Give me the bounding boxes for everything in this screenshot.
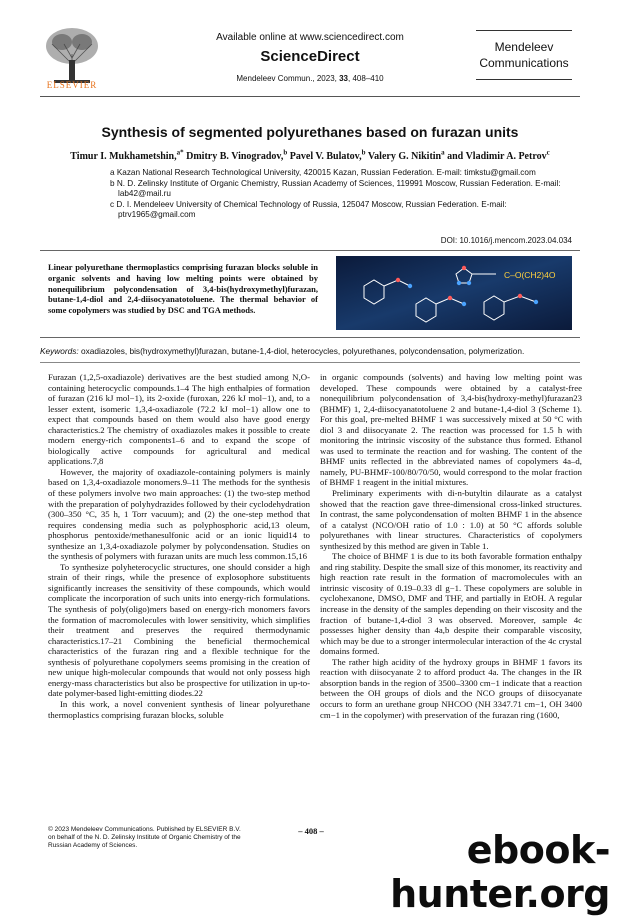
article-title: Synthesis of segmented polyurethanes based on furazan units xyxy=(101,124,519,140)
author-name: Valery G. Nikitin xyxy=(365,151,442,162)
author-name: Pavel V. Bulatov, xyxy=(287,151,362,162)
author-affil-mark: b xyxy=(283,148,288,157)
author-affil-mark: a xyxy=(441,148,445,157)
affiliation-a: a Kazan National Research Technological University, 420015 Kazan, Russian Federation. E-mail: timkstu@gmail.com xyxy=(110,168,536,177)
body-paragraph: The rather high acidity of the hydroxy groups in BHMF 1 favors its reaction with diisocyanate 2 to afford product 4a. The changes in the IR absorption bands in the region of 3500–3300 cm−1 indicate that a reaction between the OH groups of diols and the NCO groups of diisocyanate occurs to form an urethane group NHCOO (NH 3347.71 cm−1, OH 3400 cm−1 in the copolymer) with preservation of the furazan ring (1600, xyxy=(320,656,582,720)
keywords-text: oxadiazoles, bis(hydroxymethyl)furazan, butane-1,4-diol, heterocycles, polyurethanes, polycondensation, polymerization. xyxy=(81,346,525,356)
graphic-label: C–O(CH2)4O xyxy=(504,270,556,280)
author-name: and Vladimir A. Petrov xyxy=(444,151,547,162)
author-affil-mark: b xyxy=(361,148,366,157)
journal-name-box xyxy=(476,30,572,80)
copyright-line: Russian Academy of Sciences. xyxy=(48,841,138,849)
availability-prefix: Available online at xyxy=(216,32,300,43)
affiliation-c: c D. I. Mendeleev University of Chemical Technology of Russia, 125047 Moscow, Russian Federation. E-mail: ptrv1965@gmail.com xyxy=(110,199,507,220)
page-number: – 408 – xyxy=(298,826,324,836)
doi-link[interactable]: DOI: 10.1016/j.mencom.2023.04.034 xyxy=(440,236,572,245)
abstract-text: Linear polyurethane thermoplastics comprising furazan blocks soluble in organic solvents and having low melting points were obtained by nonequilibrium polycondensation of 3,4-bis(hydroxymethyl)furazan, butane-1,4-diol and 2,4-diisocyanatotoluene. The thermal behavior of some copolymers was studied by DSC and TGA methods. xyxy=(48,262,318,316)
body-paragraph: Preliminary experiments with di-n-butyltin dilaurate as a catalyst showed that the reaction gave three-dimensional cross-linked structures. In contrast, the same polycondensation of molten BHMF 1 in the absence of a catalyst (NCO/OH ratio of 1.0 : 1.0) at 50 °C affords soluble polyurethanes with linear structures. Characteristics of copolymers synthesized by this method are given in Table 1. xyxy=(320,488,582,551)
body-paragraph: However, the majority of oxadiazole-containing polymers is mainly based on 1,3,4-oxadiazole monomers.9–11 The methods for the synthesis of these polymers involve two main approaches: (1) the two-step method with the preparation of polyhydrazides followed by their cyclodehydration (300–350 °C, 35 h, 1 Torr vacuum); and (2) the one-step method that requires condensing media such as polyphosphoric acid,13 oleum, phosphorus pentoxide/methanesulfonic acid or an ionic liquid14 to synthesize an 1,3,4-oxadiazole polymer by polycondensation. Studies on the synthesis of polymers with furazan units are much less common.15,16 xyxy=(48,466,310,562)
keywords-line xyxy=(40,346,580,356)
body-column-right xyxy=(320,372,582,720)
author-name: Dmitry B. Vinogradov, xyxy=(183,151,284,162)
header-divider xyxy=(40,96,580,97)
citation-pages: , 408–410 xyxy=(348,74,384,83)
watermark-text: ebook-hunter.org xyxy=(390,828,610,916)
keywords-divider xyxy=(40,362,580,363)
keywords-label: Keywords: xyxy=(40,346,79,356)
elsevier-tree-logo xyxy=(40,24,104,88)
citation-prefix: Mendeleev Commun., 2023, xyxy=(236,74,340,83)
citation-volume: 33 xyxy=(339,74,349,83)
body-paragraph: To synthesize polyheterocyclic structures, one should consider a high strain of their rings, while the presence of explosophore substituents significantly increases the sensitivity of these compounds, which would complicate the incorporation of such units into energy-rich formulations. The synthesis of poly(oligo)mers based on energy-rich monomers favors the formation of macromolecules with lower sensitivity, which simplifies their treatment and preserves the required thermodynamic characteristics.17–21 Combining the beneficial thermochemical characteristics of the furazan ring and a flexible technique for the synthesis of polyurethane copolymers seems promising in the creation of new unique high-molecular compounds that would not only possess high energy-mass characteristics but also be prospective for utilization in up-to-date polymer-based light-emitting diodes.22 xyxy=(48,561,310,699)
copyright-line: on behalf of the N. D. Zelinsky Institute of Organic Chemistry of the xyxy=(48,833,241,841)
graphical-abstract xyxy=(336,256,572,330)
journal-name-line2: Communications xyxy=(479,56,569,70)
sciencedirect-logo-text: ScienceDirect xyxy=(260,48,360,65)
author-list xyxy=(40,148,580,162)
publisher-name: ELSEVIER xyxy=(46,80,98,90)
affiliation-b: b N. D. Zelinsky Institute of Organic Chemistry, Russian Academy of Sciences, 119991 Moscow, Russian Federation. E-mail: lab42@mail.ru xyxy=(110,178,561,199)
journal-name-line1: Mendeleev xyxy=(494,40,554,54)
copyright-line: © 2023 Mendeleev Communications. Published by ELSEVIER B.V. xyxy=(48,826,241,833)
author-name: Timur I. Mukhametshin, xyxy=(70,151,177,162)
citation-line xyxy=(150,74,470,83)
sciencedirect-link[interactable]: www.sciencedirect.com xyxy=(299,32,404,43)
body-paragraph: In this work, a novel convenient synthesis of linear polyurethane thermoplastics comprising furazan blocks, soluble xyxy=(48,698,310,720)
availability-line xyxy=(150,32,470,43)
body-paragraph: Furazan (1,2,5-oxadiazole) derivatives are the best studied among N,O-containing heterocyclic compounds.1–4 The high enthalpies of formation of furazan (216 kJ mol−1), its 2-oxide (furoxan, 226 kJ mol−1), and, to a lesser extent, isomeric 1,3,4-oxadiazole (72.2 kJ mol−1) allow one to expect that compounds based on them would also have good energy characteristics.2 The chemistry of oxadiazoles makes it possible to create modern energy-rich components1–6 and to expand the scope of biologically active compounds for agricultural and medical applications.7,8 xyxy=(48,372,310,467)
author-affil-mark: a* xyxy=(176,148,184,157)
body-paragraph: The choice of BHMF 1 is due to its both favorable formation enthalpy and ring stability. Despite the small size of this monomer, its reactivity and high reaction rate result in the formation of macromolecules with an intrinsic viscosity of 0.19–0.33 dl g−1. These copolymers are soluble in cyclohexanone, DMSO, DMF and THF, and partially in EtOH. A regular increase in the density of the samples depending on their viscosity and the fraction of butane-1,4-diol 3 was observed. Moreover, sample 4c possesses higher density than 4a,b despite their comparable viscosity, which may be due to a stronger intermolecular interaction of the 4c crystal domains formed. xyxy=(320,551,583,657)
affiliations xyxy=(110,168,570,221)
body-paragraph: in organic compounds (solvents) and having low melting point was developed. These compounds were obtained by a catalyst-free nonequilibrium polycondensation of 3,4-bis(hydroxy-methyl)furazan23 (BHMF) 1, 2,4-diisocyanatotoluene 2 and butane-1,4-diol 3 (Scheme 1). For this goal, pre-melted BHMF 1 was successively mixed at 50 °C with diol 3 and diisocyanate 2. The reaction was processed for 1.5 h with monitoring the intrinsic viscosity of the substance thus formed. Ethanol was used to terminate the reaction and for washing. The content of the BHMF units reflected in the abbreviated names of copolymers 4a–d, namely, PU-BHMF-100/80/70/50, would correspond to the molar fraction of BHMF 1 reagent in the initial mixtures. xyxy=(320,372,582,488)
author-affil-mark: c xyxy=(546,148,550,157)
body-column-left xyxy=(48,372,310,720)
